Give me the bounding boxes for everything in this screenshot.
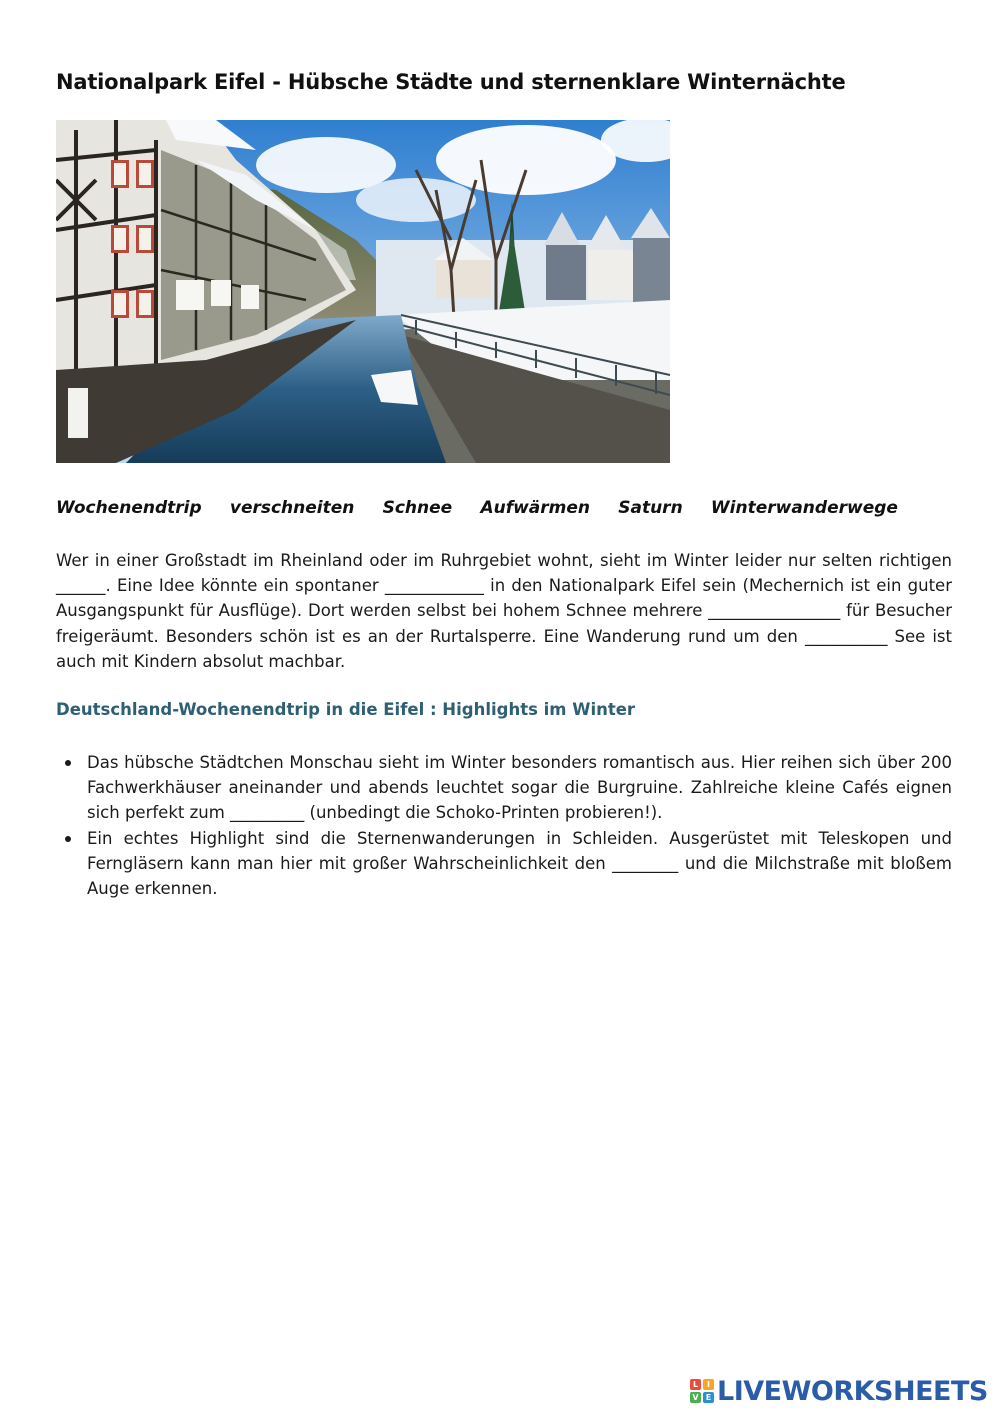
word-bank (56, 498, 898, 518)
cloze-paragraph: Wer in einer Großstadt im Rheinland oder im Ruhrgebiet wohnt, sieht im Winter leider nur selten richtigen ______. Eine Idee könnte ein spontaner ____________ in den Nationalpark Eifel sein (Mechernich ist ein guter Ausgangspunkt für Ausflüge). Dort werden selbst bei hohem Schnee mehrere ________________ für Besucher freigeräumt. Besonders schön ist es an der Rurtalsperre. Eine Wanderung rund um den __________ See ist auch mit Kindern absolut machbar. (56, 551, 952, 671)
word-bank-item[interactable]: Schnee (382, 498, 453, 518)
section-heading: Deutschland-Wochenendtrip in die Eifel : Highlights im Winter (56, 700, 636, 719)
list-item (56, 826, 952, 902)
word-bank-item[interactable]: verschneiten (229, 498, 355, 518)
liveworksheets-logo (690, 1374, 988, 1408)
list-item (56, 750, 952, 826)
list-item-text: Ein echtes Highlight sind die Sternenwanderungen in Schleiden. Ausgerüstet mit Teleskopen und Ferngläsern kann man hier mit großer Wahrscheinlichkeit den ________ und die Milchstraße mit bloßem Auge erkennen. (87, 828, 952, 899)
winter-town-river-photo-icon (56, 120, 670, 463)
logo-mark-icon: L I V E (690, 1379, 714, 1403)
word-bank-item[interactable]: Aufwärmen (480, 498, 590, 518)
word-bank-item[interactable]: Winterwanderwege (710, 498, 898, 518)
logo-text: LIVEWORKSHEETS (717, 1375, 988, 1407)
bullet-icon (65, 760, 71, 766)
word-bank-item[interactable]: Saturn (618, 498, 683, 518)
word-bank-item[interactable]: Wochenendtrip (56, 498, 202, 518)
page-title: Nationalpark Eifel - Hübsche Städte und sternenklare Winternächte (56, 70, 846, 94)
highlights-list (56, 750, 952, 901)
winter-town-photo (56, 120, 670, 463)
list-item-text: Das hübsche Städtchen Monschau sieht im Winter besonders romantisch aus. Hier reihen sich über 200 Fachwerkhäuser aneinander und abends leuchtet sogar die Burgruine. Zahlreiche kleine Cafés eignen sich perfekt zum _________ (unbedingt die Schoko-Printen probieren!). (87, 753, 952, 823)
bullet-icon (65, 836, 71, 842)
